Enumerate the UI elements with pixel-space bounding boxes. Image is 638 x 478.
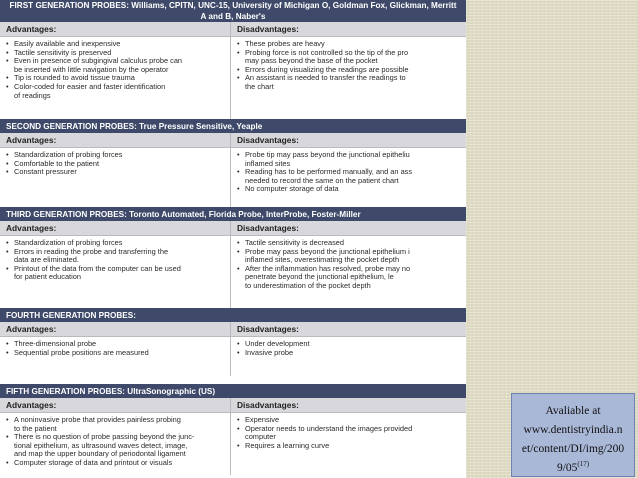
list-item [6,83,226,100]
list-item [237,349,462,358]
list-item-text: Reading has to be performed manually, and an ass [245,167,413,177]
list-item-text: There is no question of probe passing beyond the junc- [14,432,195,442]
list-item [6,168,226,177]
list-item-text: to underestimation of the pocket depth [245,280,371,290]
list-item-text: Expensive [245,415,280,424]
list-item-text: Errors in reading the probe and transferring the [14,246,169,256]
disadvantages-header: Disadvantages: [237,135,299,145]
list-item-text: After the inflammation has resolved, probe may no [245,263,411,273]
disadvantages-header: Disadvantages: [237,324,299,334]
bullet-icon: • [6,47,9,57]
list-item-text: Standardization of probing forces [14,150,123,159]
list-item-text: Tactile sensitivity is decreased [245,238,344,247]
list-item-text: Easily available and inexpensive [14,39,121,48]
bullet-icon: • [237,423,240,433]
disadvantages-list [231,413,466,475]
disadvantages-header: Disadvantages: [237,223,299,233]
bullet-icon: • [237,167,240,177]
list-item [6,433,226,459]
disadvantages-header: Disadvantages: [237,400,299,410]
list-item-text: Even in presence of subgingival calculus probe can [14,56,183,66]
list-item [237,425,462,442]
bullet-icon: • [6,73,9,83]
disadvantages-list [231,236,466,309]
advantages-header: Advantages: [0,22,231,36]
section-header [0,119,466,133]
source-citation-box [511,393,635,477]
bullet-icon: • [237,246,240,256]
bullet-icon: • [237,47,240,57]
bullet-icon: • [6,167,9,177]
bullet-icon: • [6,415,9,424]
list-item [237,248,462,265]
list-item [6,459,226,468]
list-item [237,185,462,194]
section-header [0,0,466,22]
list-item [6,265,226,282]
list-item-text: the chart [245,81,274,91]
probe-generation-section [0,384,466,475]
list-item-text: An assistant is needed to transfer the readings to [245,73,406,83]
advantages-header: Advantages: [0,133,231,147]
disadvantages-header: Disadvantages: [237,24,299,34]
bullet-icon: • [6,246,9,256]
advantages-header: Advantages: [0,221,231,235]
list-item-text: may pass beyond the base of the pocket [245,56,378,66]
probe-generation-section [0,207,466,309]
bullet-icon: • [237,184,240,194]
section-title: FIRST GENERATION PROBES: Williams, CPITN, UNC-15, University of Michigan O, Goldman Fox, Glickman, Merritt A and B, Naber's [9,1,457,21]
list-item [237,265,462,291]
bullet-icon: • [6,158,9,168]
bullet-icon: • [6,263,9,273]
list-item-text: be inserted with little navigation by the operator [14,64,169,74]
list-item-text: These probes are heavy [245,39,325,48]
advantages-list [0,337,231,376]
bullet-icon: • [6,56,9,66]
section-title: FOURTH GENERATION PROBES: [6,310,136,320]
advantages-header: Advantages: [0,398,231,412]
list-item-text: Requires a learning curve [245,440,330,450]
section-header [0,308,466,322]
list-item-text: and map the upper boundary of periodontal ligament [14,449,186,459]
bullet-icon: • [6,432,9,442]
source-line: et/content/DI/img/200 [521,443,625,455]
list-item-text: Errors during visualizing the readings are possible [245,64,409,74]
table-row [0,413,466,475]
list-item-text: penetrate beyond the junctional epithelium, le [245,272,394,282]
list-item [237,442,462,451]
bullet-icon: • [237,238,240,247]
advantages-list [0,413,231,475]
list-item-text: Under development [245,339,310,348]
list-item [237,49,462,66]
source-line-text: 9/05 [556,462,578,474]
list-item-text: inflamed sites, overestimating the pocket depth [245,255,400,265]
bullet-icon: • [237,347,240,357]
list-item-text: Three-dimensional probe [14,339,97,348]
list-item-text: Probe tip may pass beyond the junctional epitheliu [245,150,410,159]
section-title: THIRD GENERATION PROBES: Toronto Automated, Florida Probe, InterProbe, Foster-Miller [6,209,361,219]
table-row [0,236,466,309]
list-item-text: Color-coded for easier and faster identification [14,81,166,91]
bullet-icon: • [237,150,240,159]
reference-superscript: (17) [577,460,590,469]
section-title: FIFTH GENERATION PROBES: UltraSonographic (US) [6,386,216,396]
bullet-icon: • [6,150,9,159]
list-item [6,248,226,265]
list-item-text: Standardization of probing forces [14,238,123,247]
list-item-text: Probing force is not controlled so the tip of the pro [245,47,409,57]
list-item-text: Sequential probe positions are measured [14,347,149,357]
list-item-text: A noninvasive probe that provides painless probing [14,415,181,424]
bullet-icon: • [6,238,9,247]
bullet-icon: • [6,339,9,348]
list-item-text: Printout of the data from the computer can be used [14,263,181,273]
bullet-icon: • [237,263,240,273]
source-line [512,459,634,478]
advantages-list [0,37,231,120]
source-line: www.dentistryindia.n [523,424,623,436]
section-header [0,207,466,221]
list-item-text: Comfortable to the patient [14,158,100,168]
probe-generation-section [0,0,466,120]
list-item [6,57,226,74]
list-item-text: Computer storage of data and printout or visuals [14,457,173,467]
list-item-text: needed to record the same on the patient chart [245,175,399,185]
column-headers [0,322,466,337]
bullet-icon: • [237,440,240,450]
source-line: Avaliable at [545,405,601,417]
list-item-text: data are eliminated. [14,255,79,265]
list-item-text: Invasive probe [245,347,294,357]
bullet-icon: • [237,339,240,348]
disadvantages-list [231,337,466,376]
list-item [237,151,462,168]
advantages-list [0,236,231,309]
list-item-text: Probe may pass beyond the junctional epithelium i [245,246,410,256]
list-item-text: to the patient [14,423,57,433]
list-item [237,168,462,185]
disadvantages-list [231,37,466,120]
probe-generation-section [0,308,466,376]
list-item-text: Tactile sensitivity is preserved [14,47,112,57]
list-item-text: inflamed sites [245,158,291,168]
column-headers [0,133,466,148]
bullet-icon: • [237,64,240,74]
column-headers [0,221,466,236]
list-item [6,416,226,433]
list-item [237,74,462,91]
column-headers [0,22,466,37]
list-item-text: tional epithelium, as ultrasound waves detect, image, [14,440,188,450]
list-item-text: No computer storage of data [245,184,339,194]
bullet-icon: • [237,415,240,424]
bullet-icon: • [237,73,240,83]
advantages-header: Advantages: [0,322,231,336]
list-item-text: of readings [14,90,51,100]
list-item-text: Operator needs to understand the images provided [245,423,413,433]
bullet-icon: • [6,347,9,357]
table-row [0,37,466,120]
bullet-icon: • [237,39,240,48]
section-header [0,384,466,398]
list-item [6,349,226,358]
list-item-text: Constant pressurer [14,167,77,177]
list-item-text: computer [245,432,276,442]
bullet-icon: • [6,81,9,91]
list-item-text: for patient education [14,272,81,282]
list-item-text: Tip is rounded to avoid tissue trauma [14,73,135,83]
column-headers [0,398,466,413]
table-row [0,337,466,376]
bullet-icon: • [6,457,9,467]
section-title: SECOND GENERATION PROBES: True Pressure Sensitive, Yeaple [6,121,263,131]
bullet-icon: • [6,39,9,48]
